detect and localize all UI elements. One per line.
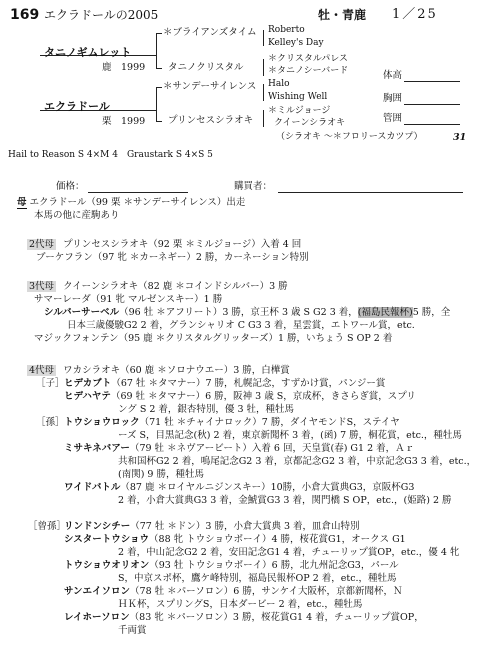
horse-record: 千両賞: [118, 625, 147, 636]
horse-record: S，中京スポ杯，鷹ケ峰特別，福島民報杯OP 2 着，etc.，種牡馬: [118, 573, 397, 584]
sire-info: 鹿 1999: [102, 62, 146, 73]
family-number: 31: [453, 132, 467, 143]
gen4-head: ワカシラオキ（60 鹿 ＊ソロナウエー）3 勝，白樺賞: [63, 365, 290, 376]
gen4-row: [64, 534, 406, 546]
sire-sire-dam: Kelley's Day: [268, 38, 324, 48]
horse-name: トウショウロック: [64, 417, 140, 428]
gen4-row: [64, 378, 385, 390]
horse-record: （71 牡 ＊チャイナロック）7 勝，ダイヤモンドS，ステイヤ: [139, 417, 400, 428]
horse-record: （83 牝 ＊パーソロン）3 勝，桜花賞G1 4 着，チューリップ賞OP，: [129, 612, 424, 623]
gen4-row: [118, 469, 204, 481]
horse-record: （79 牡 ＊ネヴアービート）入着 6 回，天皇賞(春) G1 2 着，Ａｒ: [129, 443, 415, 454]
gen4-row: [118, 495, 452, 507]
gen3-label: 3代母: [29, 281, 55, 292]
dam-dam: プリンセスシラオキ: [168, 115, 254, 126]
horse-record: (南関) 9 勝，種牡馬: [118, 469, 204, 480]
horse-name: シルバーサーベル: [44, 307, 120, 318]
horse-record: （88 牝 トウショウボーイ）4 勝，桜花賞G1，オークス G1: [149, 534, 406, 545]
gen2-section: [27, 239, 301, 251]
horse-name: トウショウオリオン: [64, 560, 150, 571]
gen4-row: [118, 599, 362, 611]
gen2-line1: ブーケフラン（97 牝 ＊カーネギー）2 勝，カーネーション特別: [36, 252, 309, 263]
height-label: 体高: [383, 70, 403, 81]
gen4-row: [64, 521, 360, 533]
mother-line1: エクラドール（99 栗 ＊サンデーサイレンス）出走: [29, 197, 246, 208]
gen4-row: [64, 391, 416, 403]
gen4-row: [118, 430, 462, 442]
horse-name: ヒデハヤテ: [64, 391, 111, 402]
sire-sire: ＊ブライアンズタイム: [163, 27, 257, 38]
gen3-head: クイーンシラオキ（82 鹿 ＊コインドシルバー）3 勝: [63, 281, 288, 292]
horse-record: 2 着，小倉大賞典G3 3 着，金鯱賞G3 3 着，関門橋 S OP，etc.，(姫路) 2 勝: [118, 495, 452, 506]
dam-dam-dam: クイーンシラオキ: [274, 118, 346, 128]
horse-name: サンエイソロン: [64, 586, 131, 597]
horse-record: 2 着，中山記念G2 2 着，安田記念G1 4 着，チューリップ賞OP，etc.，優 4 牝: [118, 547, 460, 558]
sex-color: 牡・青鹿: [318, 8, 367, 22]
horse-record: （67 牡 ＊タマナー）7 勝，札幌記念，すずかけ賞，パンジー賞: [111, 378, 386, 389]
dam-sire-sire: Halo: [268, 79, 290, 89]
gen4-row: [118, 573, 397, 585]
gen4-label: 4代母: [29, 365, 55, 376]
horse-record: ＨＫ杯，スプリングS，日本ダービー 2 着，etc.，種牡馬: [118, 599, 363, 610]
horse-record: （77 牡 ＊ドン）3 勝，小倉大賞典 3 着，皿倉山特別: [130, 521, 360, 532]
family-line: （シラオキ ～＊フロリースカツプ）: [276, 132, 423, 142]
gen2-head: プリンセスシラオキ（92 栗 ＊ミルジョージ）入着 4 回: [63, 239, 302, 250]
dam-name: エクラドール: [44, 100, 110, 113]
tag-child: ［子］: [36, 378, 65, 389]
gen4-row: [64, 443, 414, 455]
gen4-row: [64, 482, 414, 494]
dam-sire-dam: Wishing Well: [268, 92, 328, 102]
chest-label: 胸囲: [383, 93, 403, 104]
horse-record: （87 鹿 ＊ロイヤルニジンスキー）10勝，小倉大賞典G3，京阪杯G3: [120, 482, 415, 493]
gen2-label: 2代母: [29, 239, 55, 250]
lot-number: 169: [10, 7, 40, 23]
gen3-line1: サマーレーダ（91 牝 マルゼンスキー）1 勝: [34, 294, 223, 305]
horse-record: （93 牡 トウショウボーイ）6 勝，北九州記念G3，パール: [149, 560, 399, 571]
page-number: 1／25: [392, 7, 438, 22]
gen4-row: [118, 456, 476, 468]
horse-name: リンドンシチー: [64, 521, 131, 532]
mother-line2: 本馬の他に産駒あり: [34, 210, 120, 221]
dam-dam-sire: ＊ミルジョージ: [268, 106, 331, 116]
horse-record: ング S 2 着，銀杏特別，優 3 牡，種牡馬: [118, 404, 295, 415]
dam-info: 栗 1999: [102, 116, 146, 127]
horse-name: ワイドバトル: [64, 482, 121, 493]
gen4-row: [64, 586, 403, 598]
gen3-line2: シルバーサーベル（96 牡 ＊アフリート）3 勝，京王杯 3 歳 S G2 3 着，(福島民報杯)5 勝，全: [44, 307, 451, 318]
horse-name: ミサキネバアー: [64, 443, 130, 454]
horse-name: シスタートウショウ: [64, 534, 150, 545]
gen4-row: [118, 625, 147, 637]
gen4-section: [27, 365, 290, 377]
cannon-label: 管囲: [383, 113, 403, 124]
tag-grandchild: ［孫］: [36, 417, 65, 428]
gen3-section: [27, 281, 288, 293]
sire-dam: タニノクリスタル: [168, 62, 244, 73]
sire-dam-dam: ＊タニノシーバード: [268, 66, 349, 76]
page-title: エクラドールの2005: [44, 8, 159, 22]
horse-name: レイホーソロン: [64, 612, 130, 623]
horse-name: ヒデカブト: [64, 378, 112, 389]
sire-dam-sire: ＊クリスタルパレス: [268, 54, 348, 64]
horse-record: 共和国杯G2 2 着，鳴尾記念G2 3 着，京都記念G2 3 着，中京記念G3 3 着，etc.，: [118, 456, 477, 467]
horse-record: ーズ S，目黒記念(秋) 2 着，東京新聞杯 3 着，(函) 7 勝，桐花賞，etc.，種牡馬: [118, 430, 462, 441]
gen3-line3: 日本三歳優駿G2 2 着，グランシャリオ C G3 3 着，星雲賞，エトワール賞，etc.: [67, 320, 415, 331]
gen4-row: [64, 417, 400, 429]
horse-record: （78 牡 ＊パーソロン）6 勝，サンケイ大阪杯，京都新聞杯，Ｎ: [130, 586, 403, 597]
sire-name: タニノギムレット: [44, 46, 132, 59]
horse-name: マジックフォンテン: [34, 333, 119, 344]
inbreeding-cross: Hail to Reason S 4×M 4 Graustark S 4×S 5: [8, 150, 213, 160]
dam-sire: ＊サンデーサイレンス: [163, 81, 257, 92]
gen4-row: [64, 612, 424, 624]
gen4-row: [64, 560, 399, 572]
gen4-row: [118, 547, 459, 559]
sire-sire-sire: Roberto: [268, 25, 305, 35]
gen3-line4: マジックフォンテン（95 鹿 ＊クリスタルグリッターズ）1 勝，いちょう S OP 2 着: [34, 333, 393, 344]
horse-record: （69 牡 ＊タマナー）6 勝，阪神 3 歳 S，京成杯，きさらぎ賞，スプリ: [110, 391, 416, 402]
mother-section: [17, 197, 245, 209]
mother-label: 母: [17, 197, 27, 208]
gen4-row: [118, 404, 294, 416]
buyer-label: 購買者：: [234, 181, 273, 192]
tag-great-grandchild: ［曾孫］: [28, 521, 67, 532]
price-label: 価格：: [56, 181, 85, 192]
